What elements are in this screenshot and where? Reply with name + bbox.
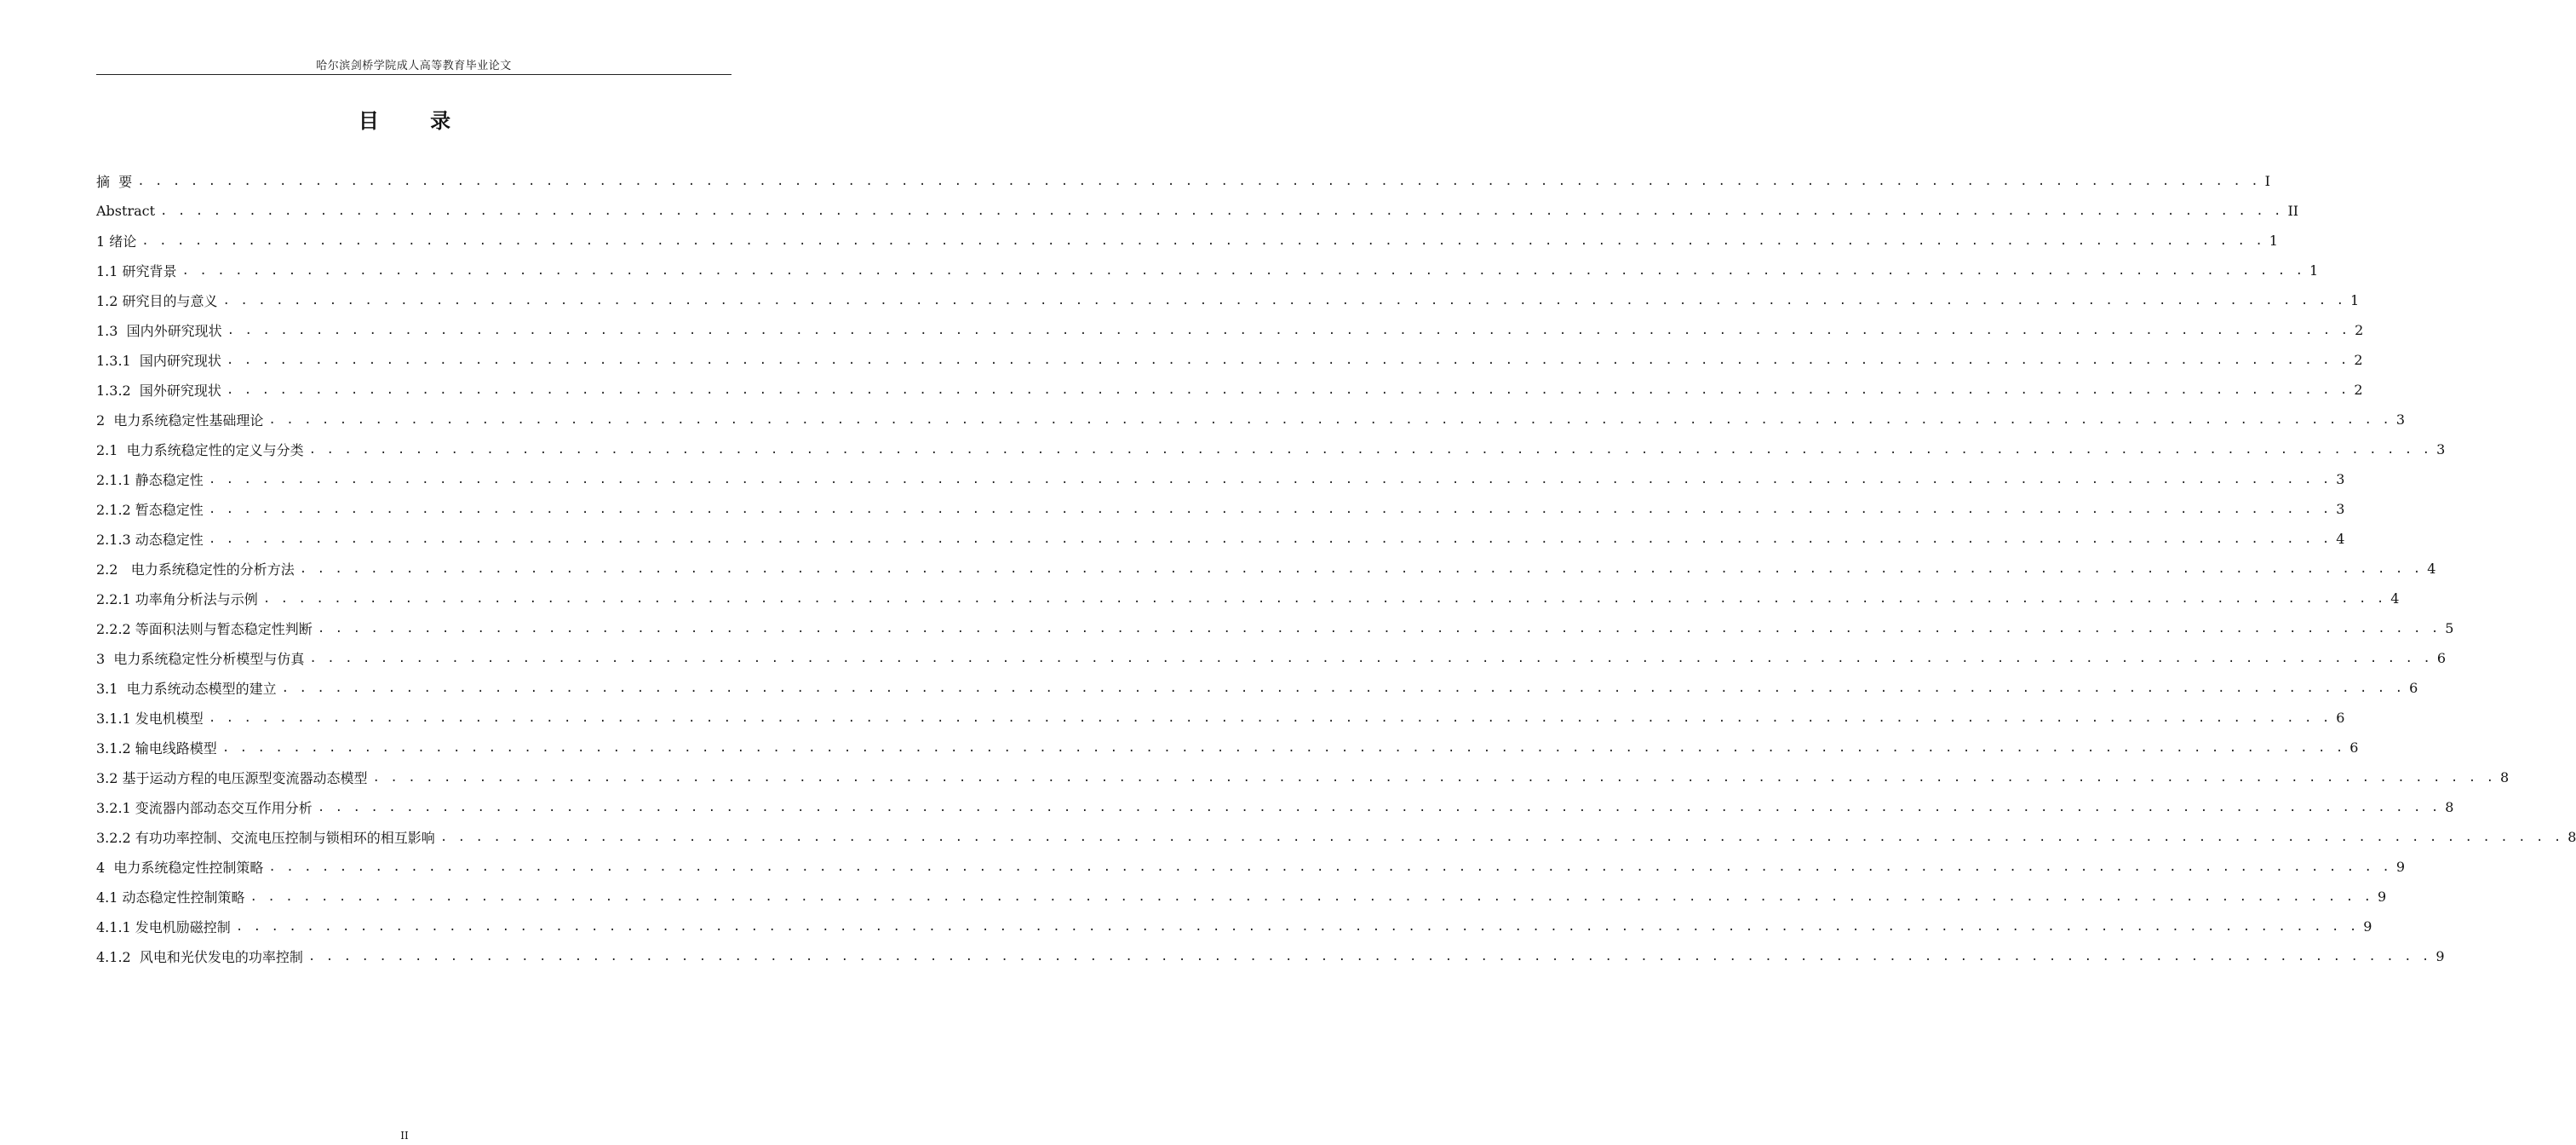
toc-entry-page: I [2264, 173, 2270, 189]
toc-entry[interactable] [96, 494, 2345, 524]
toc-entry-page: 8 [2567, 829, 2576, 845]
toc-leader-dots: . . . . . . . . . . . . . . . . . . . . . . . . . . . . . . . . . . . . . . . . . . . . . . . . . . . . . . . . . . . . . . . . . . . . . . . . . . . . . . . . . . . . . . . . . . . . . . . . . . . . . . . . . . . . . . . . . . . . . . . . [181, 263, 2305, 278]
toc-entry-page: 6 [2436, 650, 2447, 666]
toc-entry-label: 2.2.2 等面积法则与暂态稳定性判断 [96, 621, 313, 637]
toc-entry-page: 3 [2436, 441, 2446, 457]
toc-entry[interactable] [96, 882, 2387, 912]
toc-leader-dots: . . . . . . . . . . . . . . . . . . . . . . . . . . . . . . . . . . . . . . . . . . . . . . . . . . . . . . . . . . . . . . . . . . . . . . . . . . . . . . . . . . . . . . . . . . . . . . . . . . . . . . . . . . . . . . . . . . . . . . . . [268, 412, 2391, 427]
toc-entry[interactable] [96, 166, 2270, 196]
toc-entry[interactable] [96, 256, 2319, 285]
toc-entry[interactable] [96, 375, 2363, 405]
toc-entry[interactable] [96, 643, 2447, 673]
toc-leader-dots: . . . . . . . . . . . . . . . . . . . . . . . . . . . . . . . . . . . . . . . . . . . . . . . . . . . . . . . . . . . . . . . . . . . . . . . . . . . . . . . . . . . . . . . . . . . . . . . . . . . . . . . . . . . . . . . . . . . . . . . . [372, 770, 2496, 785]
toc-leader-dots: . . . . . . . . . . . . . . . . . . . . . . . . . . . . . . . . . . . . . . . . . . . . . . . . . . . . . . . . . . . . . . . . . . . . . . . . . . . . . . . . . . . . . . . . . . . . . . . . . . . . . . . . . . . . . . . . . . . . . . . . [160, 204, 2283, 218]
toc-entry-label: 2.1.2 暂态稳定性 [96, 502, 204, 518]
toc-entry[interactable] [96, 524, 2345, 554]
toc-leader-dots: . . . . . . . . . . . . . . . . . . . . . . . . . . . . . . . . . . . . . . . . . . . . . . . . . . . . . . . . . . . . . . . . . . . . . . . . . . . . . . . . . . . . . . . . . . . . . . . . . . . . . . . . . . . . . . . . . . . . . . . . [309, 651, 2432, 665]
toc-entry-page: 1 [2309, 262, 2319, 279]
toc-entry-label: 4.1 动态稳定性控制策略 [96, 889, 245, 906]
page-header: 哈尔滨剑桥学院成人高等教育毕业论文 [316, 60, 512, 72]
toc-entry-page: II [2287, 203, 2299, 219]
toc-leader-dots: . . . . . . . . . . . . . . . . . . . . . . . . . . . . . . . . . . . . . . . . . . . . . . . . . . . . . . . . . . . . . . . . . . . . . . . . . . . . . . . . . . . . . . . . . . . . . . . . . . . . . . . . . . . . . . . . . . . . . . . . [222, 293, 2346, 308]
toc-entry-page: 3 [2336, 501, 2345, 517]
toc-leader-dots: . . . . . . . . . . . . . . . . . . . . . . . . . . . . . . . . . . . . . . . . . . . . . . . . . . . . . . . . . . . . . . . . . . . . . . . . . . . . . . . . . . . . . . . . . . . . . . . . . . . . . . . . . . . . . . . . . . . . . . . . [281, 681, 2405, 695]
toc-entry[interactable] [96, 941, 2445, 971]
toc-entry[interactable] [96, 762, 2510, 792]
toc-entry[interactable] [96, 584, 2400, 613]
toc-entry[interactable] [96, 733, 2359, 762]
toc-entry-label: 4.1.1 发电机励磁控制 [96, 919, 231, 935]
toc-entry-label: 1.1 研究背景 [96, 263, 177, 279]
toc-entry-page: 1 [2350, 292, 2360, 308]
toc-entry[interactable] [96, 315, 2364, 345]
page-number: II [400, 1130, 409, 1142]
toc-entry-page: 5 [2445, 620, 2454, 636]
toc-entry-page: 8 [2500, 769, 2510, 785]
toc-entry[interactable] [96, 196, 2299, 226]
toc-entry-page: 3 [2336, 471, 2345, 487]
toc-entry-label: 3 电力系统稳定性分析模型与仿真 [96, 651, 305, 667]
toc-entry-page: 4 [2427, 561, 2436, 577]
toc-leader-dots: . . . . . . . . . . . . . . . . . . . . . . . . . . . . . . . . . . . . . . . . . . . . . . . . . . . . . . . . . . . . . . . . . . . . . . . . . . . . . . . . . . . . . . . . . . . . . . . . . . . . . . . . . . . . . . . . . . . . . . . . [226, 353, 2349, 367]
toc-leader-dots: . . . . . . . . . . . . . . . . . . . . . . . . . . . . . . . . . . . . . . . . . . . . . . . . . . . . . . . . . . . . . . . . . . . . . . . . . . . . . . . . . . . . . . . . . . . . . . . . . . . . . . . . . . . . . . . . . . . . . . . . [299, 561, 2423, 576]
toc-entry-label: 2.2.1 功率角分析法与示例 [96, 591, 258, 607]
toc-entry[interactable] [96, 345, 2363, 375]
toc-leader-dots: . . . . . . . . . . . . . . . . . . . . . . . . . . . . . . . . . . . . . . . . . . . . . . . . . . . . . . . . . . . . . . . . . . . . . . . . . . . . . . . . . . . . . . . . . . . . . . . . . . . . . . . . . . . . . . . . . . . . . . . . [250, 889, 2373, 904]
toc-entry-page: 4 [2390, 590, 2400, 607]
header-rule [96, 74, 731, 75]
toc-entry-label: 1.3 国内外研究现状 [96, 323, 222, 339]
toc-entry-page: 2 [2354, 352, 2363, 368]
table-of-contents [96, 166, 2576, 971]
toc-leader-dots: . . . . . . . . . . . . . . . . . . . . . . . . . . . . . . . . . . . . . . . . . . . . . . . . . . . . . . . . . . . . . . . . . . . . . . . . . . . . . . . . . . . . . . . . . . . . . . . . . . . . . . . . . . . . . . . . . . . . . . . . [317, 621, 2441, 636]
toc-entry-page: 6 [2336, 710, 2345, 726]
toc-leader-dots: . . . . . . . . . . . . . . . . . . . . . . . . . . . . . . . . . . . . . . . . . . . . . . . . . . . . . . . . . . . . . . . . . . . . . . . . . . . . . . . . . . . . . . . . . . . . . . . . . . . . . . . . . . . . . . . . . . . . . . . . [208, 472, 2332, 486]
toc-leader-dots: . . . . . . . . . . . . . . . . . . . . . . . . . . . . . . . . . . . . . . . . . . . . . . . . . . . . . . . . . . . . . . . . . . . . . . . . . . . . . . . . . . . . . . . . . . . . . . . . . . . . . . . . . . . . . . . . . . . . . . . . [235, 919, 2359, 934]
toc-entry-label: 摘 要 [96, 174, 133, 190]
toc-entry-label: 2.2 电力系统稳定性的分析方法 [96, 561, 295, 578]
toc-entry-page: 8 [2445, 799, 2454, 815]
toc-entry[interactable] [96, 703, 2345, 733]
toc-leader-dots: . . . . . . . . . . . . . . . . . . . . . . . . . . . . . . . . . . . . . . . . . . . . . . . . . . . . . . . . . . . . . . . . . . . . . . . . . . . . . . . . . . . . . . . . . . . . . . . . . . . . . . . . . . . . . . . . . . . . . . . . [317, 800, 2441, 814]
toc-entry-label: 1.3.1 国内研究现状 [96, 353, 221, 369]
toc-entry-label: Abstract [96, 203, 156, 219]
toc-entry-label: 1 绪论 [96, 233, 137, 250]
toc-entry[interactable] [96, 673, 2418, 703]
toc-entry[interactable] [96, 226, 2278, 256]
toc-leader-dots: . . . . . . . . . . . . . . . . . . . . . . . . . . . . . . . . . . . . . . . . . . . . . . . . . . . . . . . . . . . . . . . . . . . . . . . . . . . . . . . . . . . . . . . . . . . . . . . . . . . . . . . . . . . . . . . . . . . . . . . . [226, 383, 2349, 397]
toc-entry-page: 3 [2395, 411, 2406, 428]
toc-entry[interactable] [96, 912, 2372, 941]
toc-entry-label: 2.1 电力系统稳定性的定义与分类 [96, 442, 304, 458]
toc-entry[interactable] [96, 434, 2446, 464]
toc-leader-dots: . . . . . . . . . . . . . . . . . . . . . . . . . . . . . . . . . . . . . . . . . . . . . . . . . . . . . . . . . . . . . . . . . . . . . . . . . . . . . . . . . . . . . . . . . . . . . . . . . . . . . . . . . . . . . . . . . . . . . . . . [268, 860, 2391, 874]
toc-entry-label: 4.1.2 风电和光伏发电的功率控制 [96, 949, 303, 965]
toc-entry-label: 3.2 基于运动方程的电压源型变流器动态模型 [96, 770, 368, 786]
toc-entry-page: 9 [2363, 918, 2372, 935]
toc-entry[interactable] [96, 613, 2454, 643]
toc-title: 目 录 [358, 108, 473, 133]
toc-leader-dots: . . . . . . . . . . . . . . . . . . . . . . . . . . . . . . . . . . . . . . . . . . . . . . . . . . . . . . . . . . . . . . . . . . . . . . . . . . . . . . . . . . . . . . . . . . . . . . . . . . . . . . . . . . . . . . . . . . . . . . . . [439, 830, 2563, 844]
toc-entry-label: 3.1.1 发电机模型 [96, 711, 204, 727]
toc-leader-dots: . . . . . . . . . . . . . . . . . . . . . . . . . . . . . . . . . . . . . . . . . . . . . . . . . . . . . . . . . . . . . . . . . . . . . . . . . . . . . . . . . . . . . . . . . . . . . . . . . . . . . . . . . . . . . . . . . . . . . . . . [141, 233, 2264, 248]
toc-entry-label: 3.1 电力系统动态模型的建立 [96, 681, 277, 697]
toc-leader-dots: . . . . . . . . . . . . . . . . . . . . . . . . . . . . . . . . . . . . . . . . . . . . . . . . . . . . . . . . . . . . . . . . . . . . . . . . . . . . . . . . . . . . . . . . . . . . . . . . . . . . . . . . . . . . . . . . . . . . . . . . [227, 323, 2350, 337]
toc-entry[interactable] [96, 792, 2454, 822]
toc-entry[interactable] [96, 554, 2436, 584]
toc-entry-label: 4 电力系统稳定性控制策略 [96, 860, 264, 876]
toc-leader-dots: . . . . . . . . . . . . . . . . . . . . . . . . . . . . . . . . . . . . . . . . . . . . . . . . . . . . . . . . . . . . . . . . . . . . . . . . . . . . . . . . . . . . . . . . . . . . . . . . . . . . . . . . . . . . . . . . . . . . . . . . [208, 711, 2332, 725]
toc-entry-label: 3.2.1 变流器内部动态交互作用分析 [96, 800, 313, 816]
toc-entry[interactable] [96, 822, 2576, 852]
toc-entry-label: 1.3.2 国外研究现状 [96, 383, 221, 399]
toc-entry[interactable] [96, 464, 2345, 494]
toc-entry-page: 2 [2354, 382, 2363, 398]
toc-entry-label: 2.1.1 静态稳定性 [96, 472, 204, 488]
toc-entry-label: 3.1.2 输电线路模型 [96, 740, 217, 757]
toc-leader-dots: . . . . . . . . . . . . . . . . . . . . . . . . . . . . . . . . . . . . . . . . . . . . . . . . . . . . . . . . . . . . . . . . . . . . . . . . . . . . . . . . . . . . . . . . . . . . . . . . . . . . . . . . . . . . . . . . . . . . . . . . [308, 442, 2432, 457]
toc-entry[interactable] [96, 405, 2406, 434]
toc-entry-page: 9 [2395, 859, 2406, 875]
toc-leader-dots: . . . . . . . . . . . . . . . . . . . . . . . . . . . . . . . . . . . . . . . . . . . . . . . . . . . . . . . . . . . . . . . . . . . . . . . . . . . . . . . . . . . . . . . . . . . . . . . . . . . . . . . . . . . . . . . . . . . . . . . . [137, 174, 2260, 188]
toc-entry-label: 2.1.3 动态稳定性 [96, 532, 204, 548]
toc-entry-page: 2 [2355, 322, 2364, 338]
toc-leader-dots: . . . . . . . . . . . . . . . . . . . . . . . . . . . . . . . . . . . . . . . . . . . . . . . . . . . . . . . . . . . . . . . . . . . . . . . . . . . . . . . . . . . . . . . . . . . . . . . . . . . . . . . . . . . . . . . . . . . . . . . . [208, 532, 2332, 546]
toc-entry-label: 2 电力系统稳定性基础理论 [96, 412, 264, 429]
toc-leader-dots: . . . . . . . . . . . . . . . . . . . . . . . . . . . . . . . . . . . . . . . . . . . . . . . . . . . . . . . . . . . . . . . . . . . . . . . . . . . . . . . . . . . . . . . . . . . . . . . . . . . . . . . . . . . . . . . . . . . . . . . . [307, 949, 2431, 964]
toc-entry-label: 3.2.2 有功功率控制、交流电压控制与锁相环的相互影响 [96, 830, 435, 846]
toc-entry[interactable] [96, 852, 2406, 882]
toc-entry-page: 9 [2435, 948, 2445, 964]
toc-entry-page: 9 [2378, 889, 2387, 905]
toc-leader-dots: . . . . . . . . . . . . . . . . . . . . . . . . . . . . . . . . . . . . . . . . . . . . . . . . . . . . . . . . . . . . . . . . . . . . . . . . . . . . . . . . . . . . . . . . . . . . . . . . . . . . . . . . . . . . . . . . . . . . . . . . [208, 502, 2332, 516]
toc-entry[interactable] [96, 285, 2360, 315]
toc-entry-label: 1.2 研究目的与意义 [96, 293, 218, 309]
toc-entry-page: 1 [2269, 233, 2278, 249]
toc-entry-page: 4 [2336, 531, 2345, 547]
toc-entry-page: 6 [2349, 739, 2359, 756]
toc-entry-page: 6 [2409, 680, 2418, 696]
toc-leader-dots: . . . . . . . . . . . . . . . . . . . . . . . . . . . . . . . . . . . . . . . . . . . . . . . . . . . . . . . . . . . . . . . . . . . . . . . . . . . . . . . . . . . . . . . . . . . . . . . . . . . . . . . . . . . . . . . . . . . . . . . . [221, 740, 2345, 755]
toc-leader-dots: . . . . . . . . . . . . . . . . . . . . . . . . . . . . . . . . . . . . . . . . . . . . . . . . . . . . . . . . . . . . . . . . . . . . . . . . . . . . . . . . . . . . . . . . . . . . . . . . . . . . . . . . . . . . . . . . . . . . . . . . [262, 591, 2386, 606]
